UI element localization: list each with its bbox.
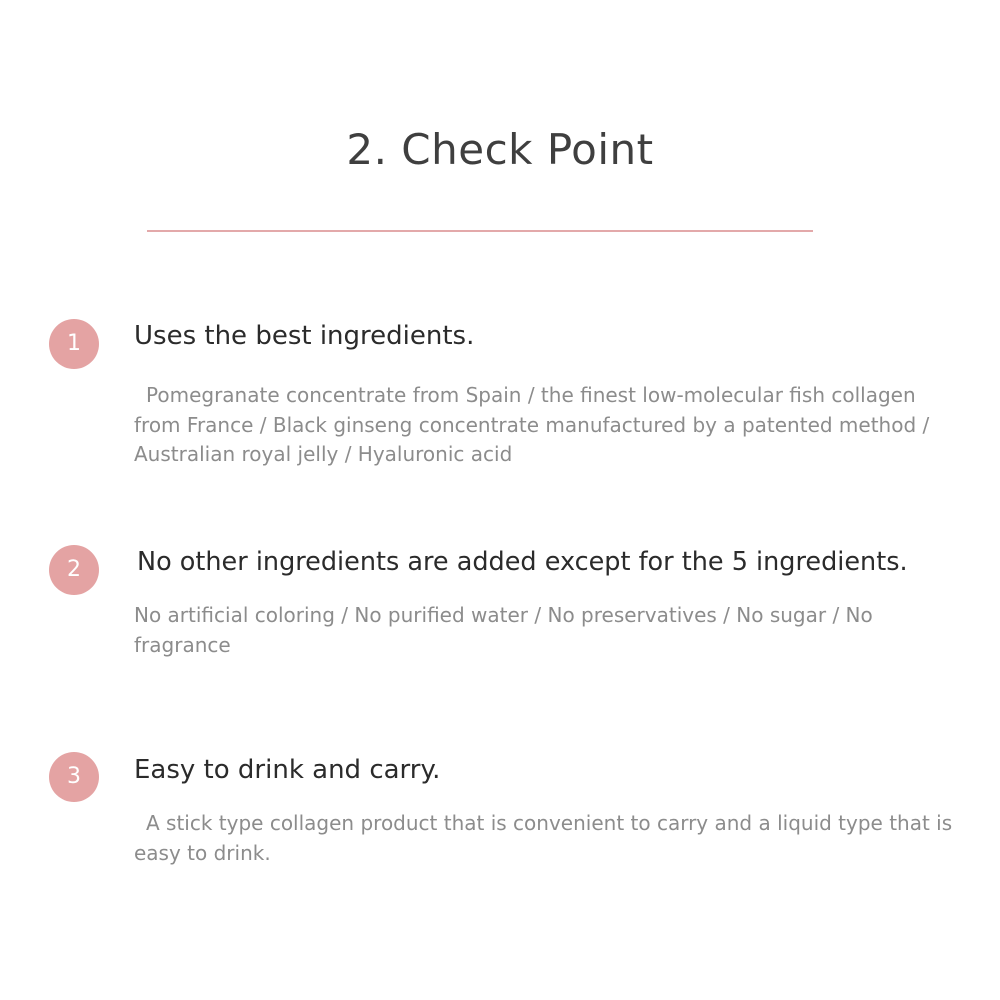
point-heading: Easy to drink and carry. bbox=[134, 755, 441, 785]
point-description: A stick type collagen product that is convenient to carry and a liquid type that is easy to drink. bbox=[134, 811, 953, 865]
point-description: No artificial coloring / No purified water / No preservatives / No sugar / No fragrance bbox=[134, 603, 873, 657]
title-divider bbox=[147, 230, 813, 232]
point-heading: No other ingredients are added except for the 5 ingredients. bbox=[137, 547, 908, 577]
number-badge: 2 bbox=[49, 545, 99, 595]
point-description: Pomegranate concentrate from Spain / the finest low-molecular fish collagen from France / Black ginseng concentrate manufactured by a patented method / Australian royal jelly / Hyaluronic acid bbox=[134, 383, 930, 466]
number-badge: 3 bbox=[49, 752, 99, 802]
point-heading: Uses the best ingredients. bbox=[134, 321, 475, 351]
page-title: 2. Check Point bbox=[346, 125, 654, 174]
number-badge: 1 bbox=[49, 319, 99, 369]
